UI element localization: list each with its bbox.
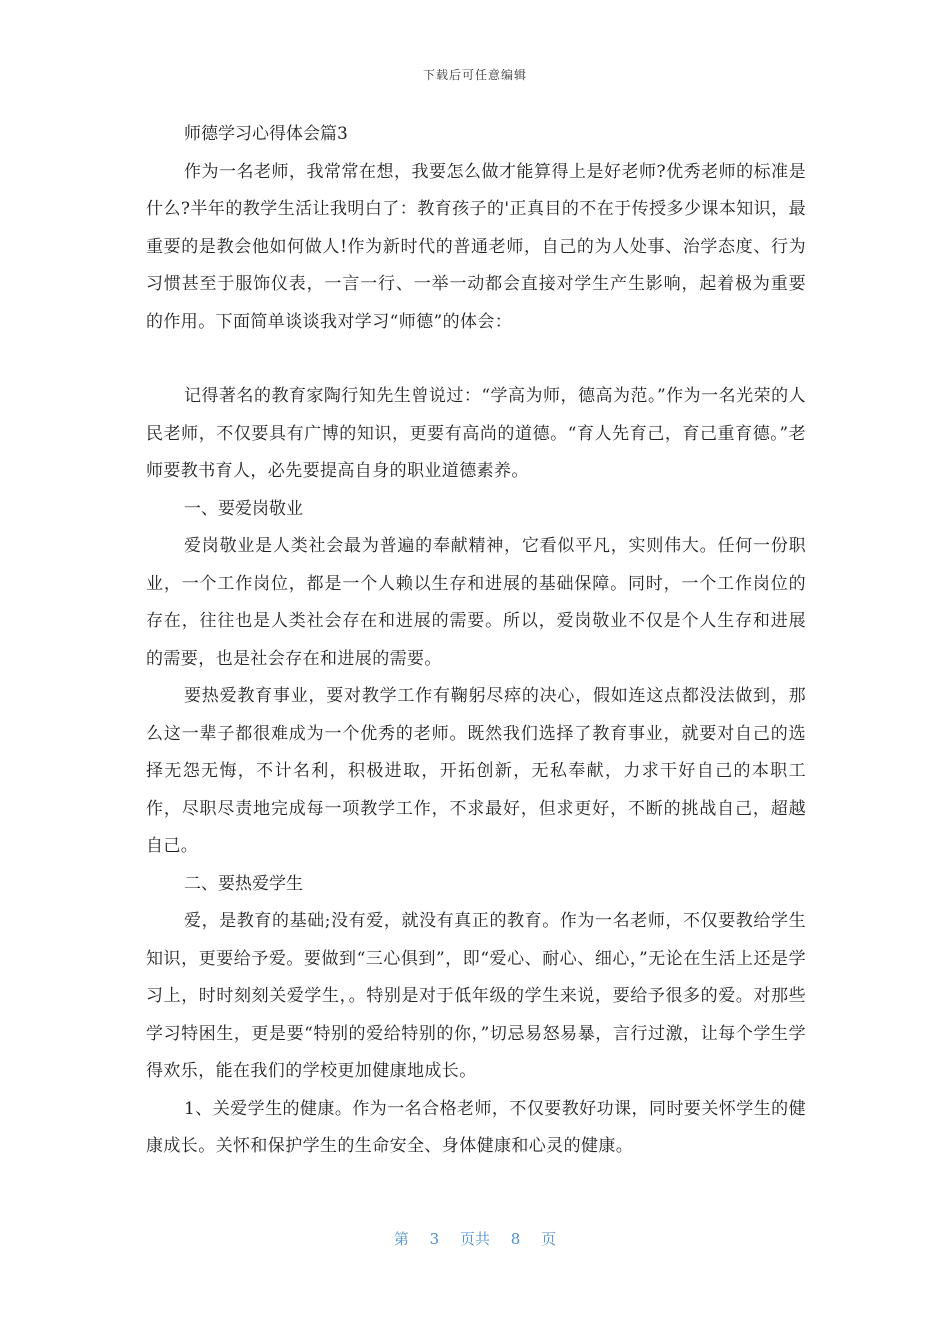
footer-total-pages: 8	[510, 1230, 521, 1248]
intro-paragraph: 作为一名老师，我常常在想，我要怎么做才能算得上是好老师?优秀老师的标准是什么?半年的教学生活让我明白了：教育孩子的'正真目的不在于传授多少课本知识，最重要的是教会他如何做人!作为新时代的普通老师，自己的为人处事、治学态度、行为习惯甚至于服饰仪表，一言一行、一举一动都会直接对学生产生影响，起着极为重要的作用。下面简单谈谈我对学习“师德”的体会：	[146, 161, 806, 332]
section1-paragraph-2: 要热爱教育事业，要对教学工作有鞠躬尽瘁的决心，假如连这点都没法做到，那么这一辈子都很难成为一个优秀的老师。既然我们选择了教育事业，就要对自己的选择无怨无悔，不计名利，积极进取，开拓创新，无私奉献，力求干好自己的本职工作，尽职尽责地完成每一项教学工作，不求最好，但求更好，不断的挑战自己，超越自己。	[146, 686, 806, 856]
page-footer	[0, 1228, 950, 1249]
footer-page-number: 3	[429, 1230, 440, 1248]
section2-paragraph-1: 爱，是教育的基础;没有爱，就没有真正的教育。作为一名老师，不仅要教给学生知识，更要给予爱。要做到“三心俱到”，即“爱心、耐心、细心，”无论在生活上还是学习上，时时刻刻关爱学生，。特别是对于低年级的学生来说，要给予很多的爱。对那些学习特困生，更是要“特别的爱给特别的你，”切忌易怒易暴，言行过激，让每个学生学得欢乐，能在我们的学校更加健康地成长。	[146, 911, 806, 1081]
footer-middle: 页共	[459, 1230, 490, 1248]
footer-suffix: 页	[541, 1230, 557, 1248]
footer-prefix: 第	[393, 1230, 409, 1248]
document-title: 师德学习心得体会篇3	[184, 124, 348, 144]
section-heading-love-job: 一、要爱岗敬业	[184, 498, 303, 519]
tao-quote-paragraph: 记得著名的教育家陶行知先生曾说过：“学高为师，德高为范。”作为一名光荣的人民老师，不仅要具有广博的知识，更要有高尚的道德。“育人先育己，育己重育德。”老师要教书育人，必先要提高自身的职业道德素养。	[146, 386, 806, 481]
section-heading-love-students: 二、要热爱学生	[184, 873, 303, 894]
section2-paragraph-2: 1、关爱学生的健康。作为一名合格老师，不仅要教好功课，同时要关怀学生的健康成长。关怀和保护学生的生命安全、身体健康和心灵的健康。	[146, 1098, 806, 1156]
document-body	[146, 116, 806, 1166]
paragraph-gap	[146, 341, 806, 378]
section1-paragraph-1: 爱岗敬业是人类社会最为普遍的奉献精神，它看似平凡，实则伟大。任何一份职业，一个工作岗位，都是一个人赖以生存和进展的基础保障。同时，一个工作岗位的存在，往往也是人类社会存在和进展的需要。所以，爱岗敬业不仅是个人生存和进展的需要，也是社会存在和进展的需要。	[146, 536, 806, 669]
page-header: 下载后可任意编辑	[422, 68, 527, 82]
